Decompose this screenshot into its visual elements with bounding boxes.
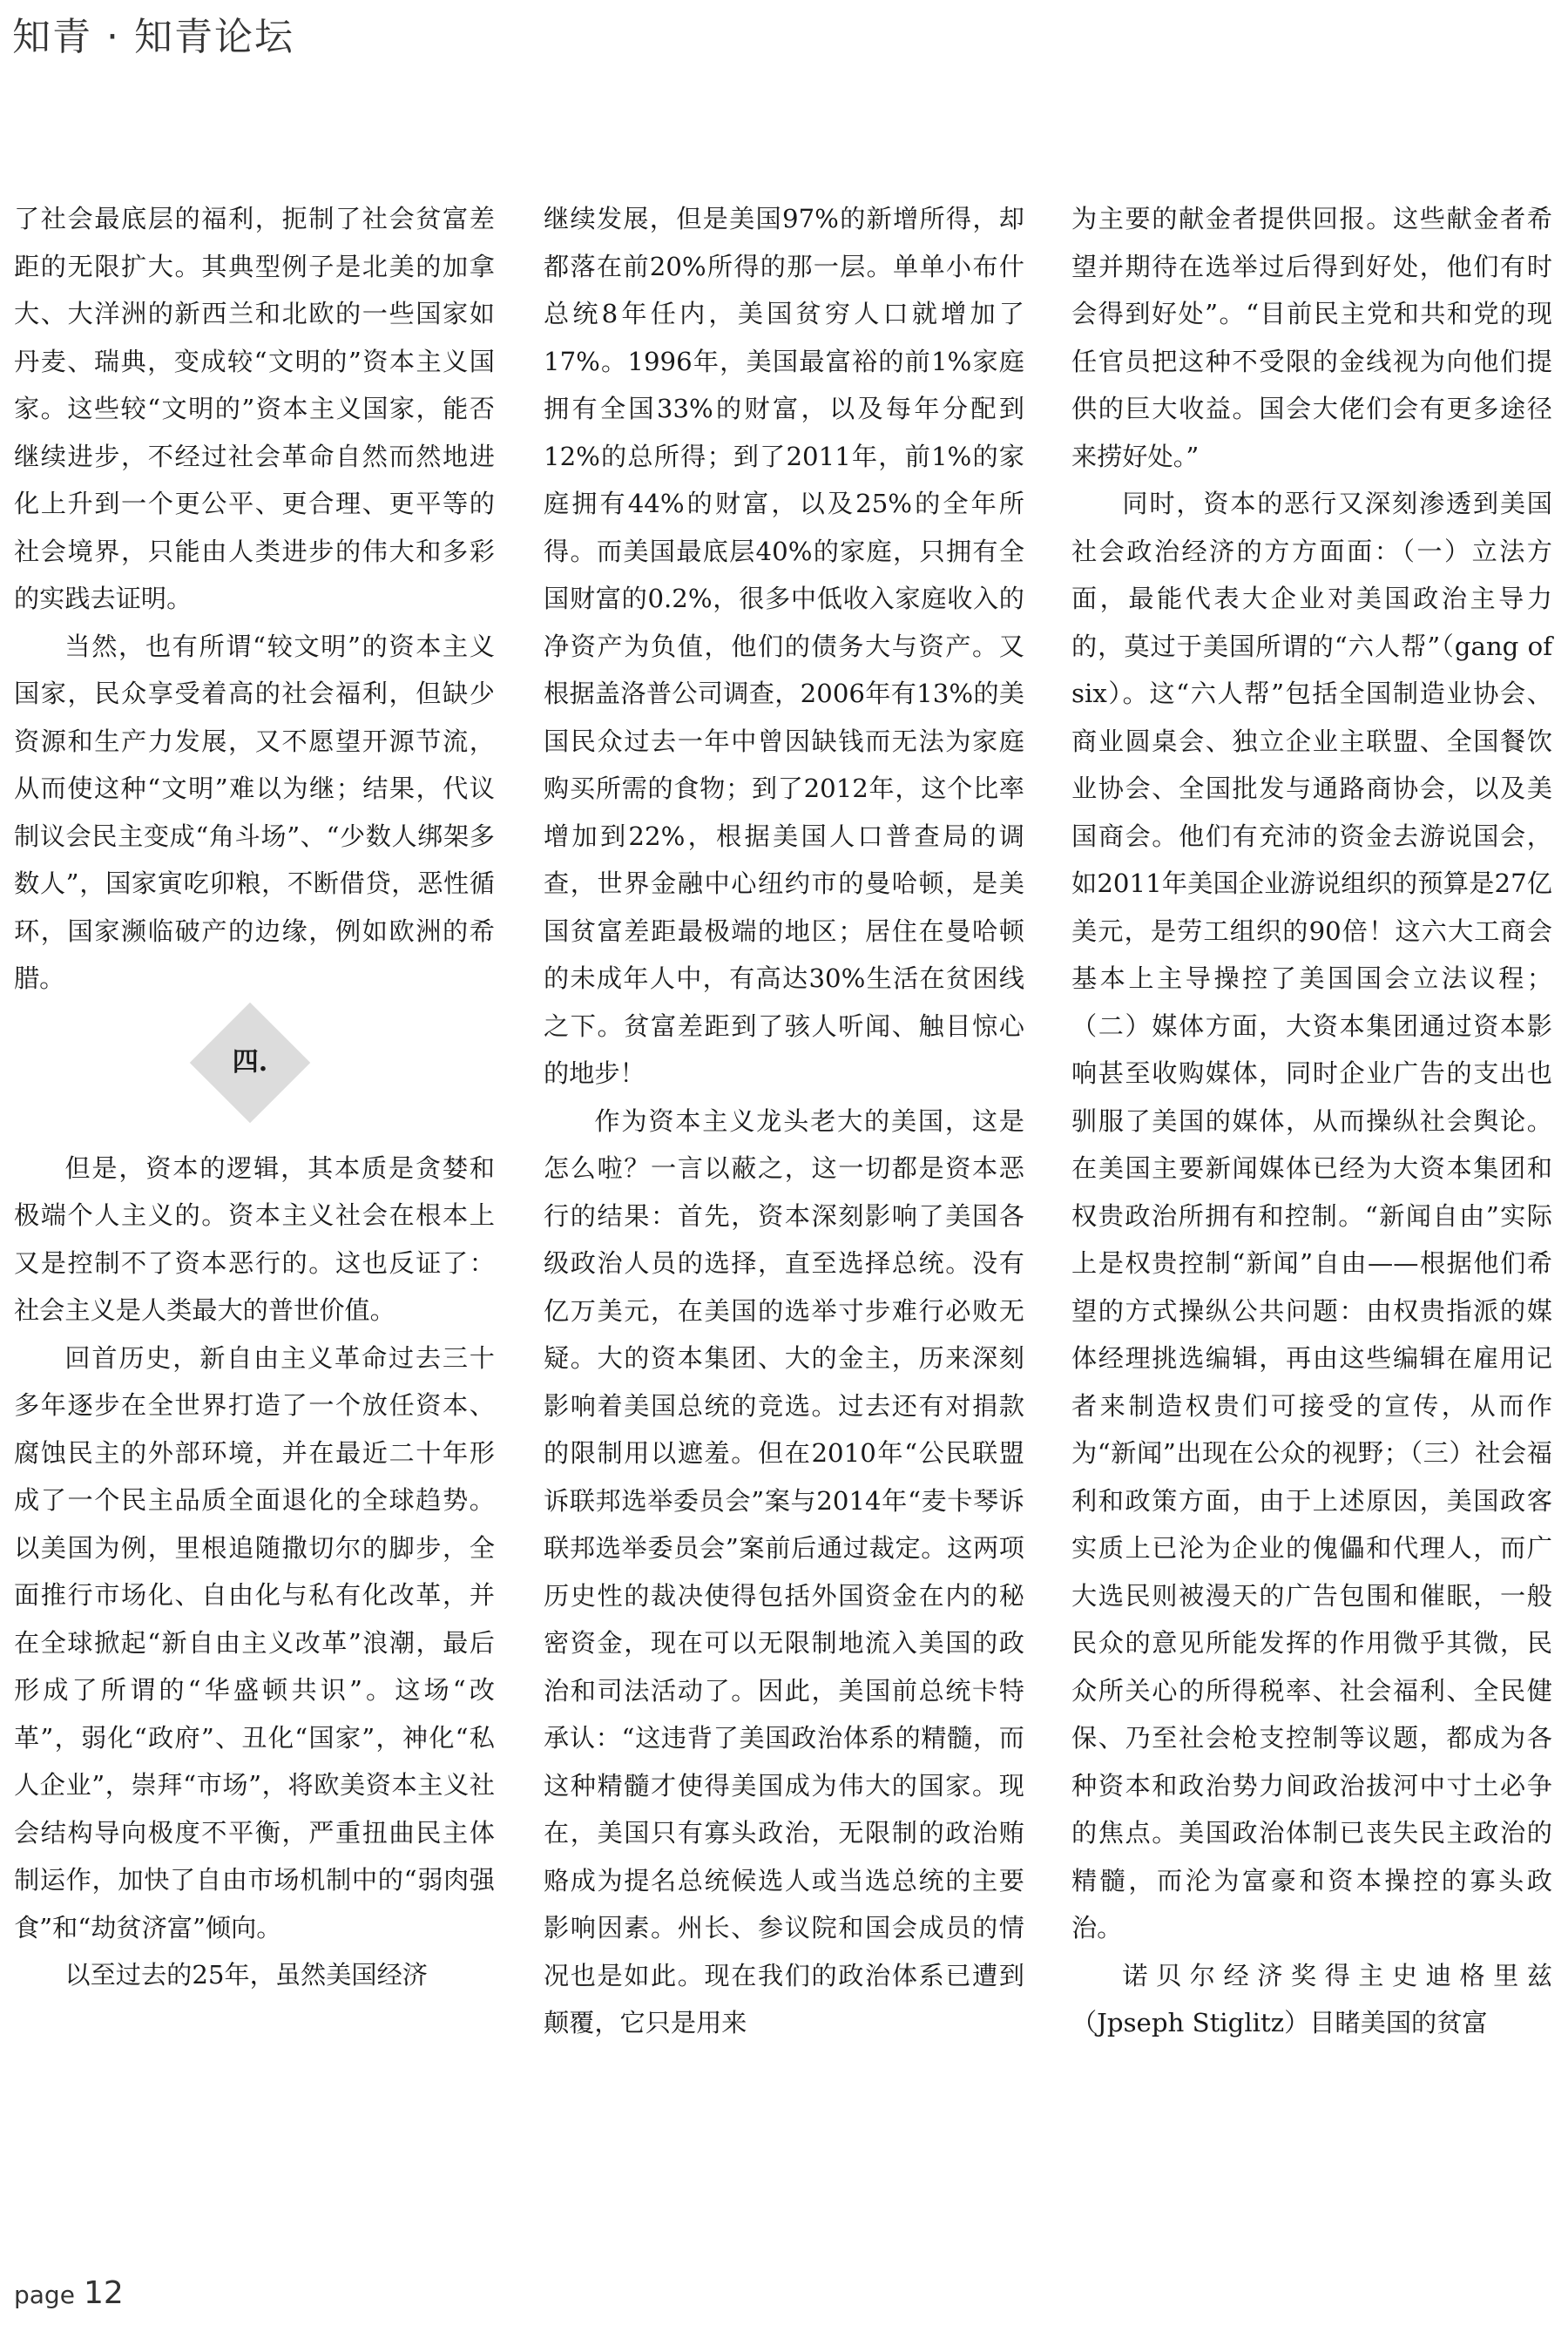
column-3	[1071, 195, 1552, 2047]
page-label: page	[14, 2281, 75, 2309]
paragraph: 同时，资本的恶行又深刻渗透到美国社会政治经济的方方面面：（一）立法方面，最能代表大企业对美国政治主导力的，莫过于美国所谓的“六人帮”（gang of six）。这“六人帮”包括全国制造业协会、商业圆桌会、独立企业主联盟、全国餐饮业协会、全国批发与通路商协会，以及美国商会。他们有充沛的资金去游说国会，如2011年美国企业游说组织的预算是27亿美元，是劳工组织的90倍！这六大工商会基本上主导操控了美国国会立法议程；（二）媒体方面，大资本集团通过资本影响甚至收购媒体，同时企业广告的支出也驯服了美国的媒体，从而操纵社会舆论。在美国主要新闻媒体已经为大资本集团和权贵政治所拥有和控制。“新闻自由”实际上是权贵控制“新闻”自由——根据他们希望的方式操纵公共问题：由权贵指派的媒体经理挑选编辑，再由这些编辑在雇用记者来制造权贵们可接受的宣传，从而作为“新闻”出现在公众的视野；（三）社会福利和政策方面，由于上述原因，美国政客实质上已沦为企业的傀儡和代理人，而广大选民则被漫天的广告包围和催眠，一般民众的意见所能发挥的作用微乎其微，民众所关心的所得税率、社会福利、全民健保、乃至社会枪支控制等议题，都成为各种资本和政治势力间政治拔河中寸土必争的焦点。美国政治体制已丧失民主政治的精髓，而沦为富豪和资本操控的寡头政治。	[1071, 489, 1552, 1943]
paragraph: 作为资本主义龙头老大的美国，这是怎么啦？一言以蔽之，这一切都是资本恶行的结果：首先，资本深刻影响了美国各级政治人员的选择，直至选择总统。没有亿万美元，在美国的选举寸步难行必败无疑。大的资本集团、大的金主，历来深刻影响着美国总统的竞选。过去还有对捐款的限制用以遮羞。但在2010年“公民联盟诉联邦选举委员会”案与2014年“麦卡琴诉联邦选举委员会”案前后通过裁定。这两项历史性的裁决使得包括外国资金在内的秘密资金，现在可以无限制地流入美国的政治和司法活动了。因此，美国前总统卡特承认：“这违背了美国政治体系的精髓，而这种精髓才使得美国成为伟大的国家。现在，美国只有寡头政治，无限制的政治贿赂成为提名总统候选人或当选总统的主要影响因素。州长、参议院和国会成员的情况也是如此。现在我们的政治体系已遭到颠覆，它只是用来	[544, 1105, 1024, 2037]
paragraph: 回首历史，新自由主义革命过去三十多年逐步在全世界打造了一个放任资本、腐蚀民主的外部环境，并在最近二十年形成了一个民主品质全面退化的全球趋势。以美国为例，里根追随撒切尔的脚步，全面推行市场化、自由化与私有化改革，并在全球掀起“新自由主义改革”浪潮，最后形成了所谓的“华盛顿共识”。这场“改革”，弱化“政府”、丑化“国家”，神化“私人企业”，崇拜“市场”，将欧美资本主义社会结构导向极度不平衡，严重扭曲民主体制运作，加快了自由市场机制中的“弱肉强食”和“劫贫济富”倾向。	[14, 1342, 495, 1943]
paragraph: 以至过去的25年，虽然美国经济	[64, 1960, 428, 1990]
paragraph: 诺贝尔经济奖得主史迪格里兹（Jpseph Stiglitz）目睹美国的贫富	[1071, 1960, 1552, 2037]
section-number: 四.	[232, 1046, 268, 1078]
column-2	[544, 195, 1024, 2047]
running-header: 知青 · 知青论坛	[12, 15, 294, 59]
paragraph: 继续发展，但是美国97%的新增所得，却都落在前20%所得的那一层。单单小布什总统8年任内，美国贫穷人口就增加了17%。1996年，美国最富裕的前1%家庭拥有全国33%的财富，以及每年分配到12%的总所得；到了2011年，前1%的家庭拥有44%的财富，以及25%的全年所得。而美国最底层40%的家庭，只拥有全国财富的0.2%，很多中低收入家庭收入的净资产为负值，他们的债务大与资产。又根据盖洛普公司调查，2006年有13%的美国民众过去一年中曾因缺钱而无法为家庭购买所需的食物；到了2012年，这个比率增加到22%，根据美国人口普查局的调查，世界金融中心纽约市的曼哈顿，是美国贫富差距最极端的地区；居住在曼哈顿的未成年人中，有高达30%生活在贫困线之下。贫富差距到了骇人听闻、触目惊心的地步！	[544, 204, 1024, 1088]
column-1	[14, 195, 495, 1999]
section-marker	[14, 1003, 495, 1145]
paragraph: 为主要的献金者提供回报。这些献金者希望并期待在选举过后得到好处，他们有时会得到好处”。“目前民主党和共和党的现任官员把这种不受限的金线视为向他们提供的巨大收益。国会大佬们会有更多途径来捞好处。”	[1071, 204, 1552, 471]
page-footer	[14, 2275, 124, 2311]
paragraph: 当然，也有所谓“较文明”的资本主义国家，民众享受着高的社会福利，但缺少资源和生产力发展，又不愿望开源节流，从而使这种“文明”难以为继；结果，代议制议会民主变成“角斗场”、“少数人绑架多数人”，国家寅吃卯粮，不断借贷，恶性循环，国家濒临破产的边缘，例如欧洲的希腊。	[14, 631, 495, 993]
paragraph: 但是，资本的逻辑，其本质是贪婪和极端个人主义的。资本主义社会在根本上又是控制不了资本恶行的。这也反证了：社会主义是人类最大的普世价值。	[14, 1152, 495, 1325]
paragraph: 了社会最底层的福利，扼制了社会贫富差距的无限扩大。其典型例子是北美的加拿大、大洋洲的新西兰和北欧的一些国家如丹麦、瑞典，变成较“文明的”资本主义国家。这些较“文明的”资本主义国家，能否继续进步，不经过社会革命自然而然地进化上升到一个更公平、更合理、更平等的社会境界，只能由人类进步的伟大和多彩的实践去证明。	[14, 204, 495, 613]
page-number: 12	[83, 2275, 124, 2311]
